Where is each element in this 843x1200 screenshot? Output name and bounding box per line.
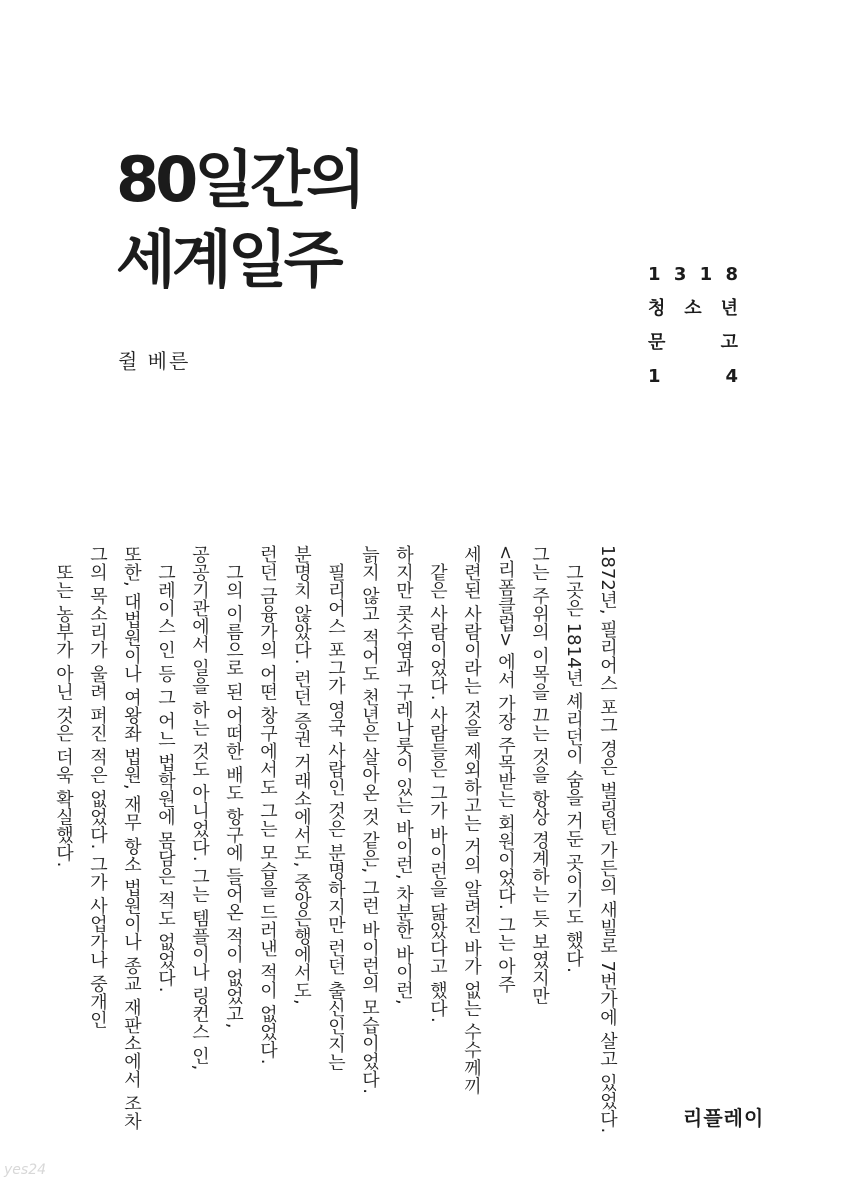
excerpt-column: 필리어스 포그가 영국 사람인 것은 분명하지만 런던 출신인지는 [325,563,346,1072]
series-char: 3 [673,264,687,285]
series-char: 문 [648,332,666,353]
watermark: yes24 [4,1162,47,1178]
excerpt-column: 그는 주위의 이목을 끄는 것을 항상 경계하는 듯 보였지만 [529,545,550,1005]
series-row [648,360,738,394]
excerpt-column: 그레이스 인 등 그 어느 법학원에 몸담은 적도 없었다. [155,563,176,993]
excerpt-column: 또는 농부가 아닌 것은 더욱 확실했다. [53,563,74,868]
series-row [648,326,738,360]
excerpt-column: 그의 이름으로 된 어떠한 배도 항구에 들어온 적이 없었고, [223,563,244,1029]
excerpt-column: 분명치 않았다. 런던 증권 거래소에서도, 중앙은행에서도, [291,545,312,1005]
series-char: 1 [648,264,661,285]
series-row [648,292,738,326]
series-char: 년 [720,298,738,319]
title-line-2: 세계일주 [116,223,340,296]
book-title [116,140,362,300]
excerpt-column: 하지만 콧수염과 구레나룻이 있는 바이런, 차분한 바이런, [393,545,414,1005]
excerpt-column: 공공기관에서 일을 하는 것도 아니었다. 그는 템플이나 링컨스 인, [189,545,210,1071]
excerpt-column: <리폼클럽> 에서 가장 주목받는 회원이었다. 그는 아주 [495,545,516,994]
vertical-excerpt [48,545,618,1180]
series-char: 1 [699,264,713,285]
series-char: 8 [725,264,738,285]
series-char: 4 [725,366,738,387]
excerpt-column: 또한, 대법원이나 여왕좌 법원, 재무 항소 법원이나 종교 재판소에서 조차 [121,545,142,1130]
excerpt-column: 그의 목소리가 울려 퍼진 적은 없었다. 그가 사업가나 중개인 [87,545,108,1029]
title-line-1: 80일간의 [116,143,362,216]
excerpt-column: 1872년, 필리어스 포그 경은 벌링턴 가든의 새빌로 7번가에 살고 있었다. [597,545,618,1134]
excerpt-column: 런던 금융가의 어떤 창구에서도 그는 모습을 드러낸 적이 없었다. [257,545,278,1065]
excerpt-column: 같은 사람이었다. 사람들은 그가 바이런을 닮았다고 했다. [427,563,448,1023]
series-row [648,258,738,292]
series-char: 1 [648,366,661,387]
series-char: 청 [648,298,666,319]
publisher-logo: 리플레이 [683,1106,765,1130]
excerpt-column: 그곳은 1814년 셰리던이 숨을 거둔 곳이기도 했다. [563,563,584,973]
author-name: 쥘 베른 [118,349,191,373]
series-char: 고 [720,332,738,353]
excerpt-column: 세련된 사람이라는 것을 제외하고는 거의 알려진 바가 없는 수수께끼 [461,545,482,1095]
series-label [648,258,738,394]
series-char: 소 [684,298,702,319]
excerpt-column: 늙지 않고 적어도 천년은 살아온 것 같은, 그런 바이런의 모습이었다. [359,545,380,1094]
